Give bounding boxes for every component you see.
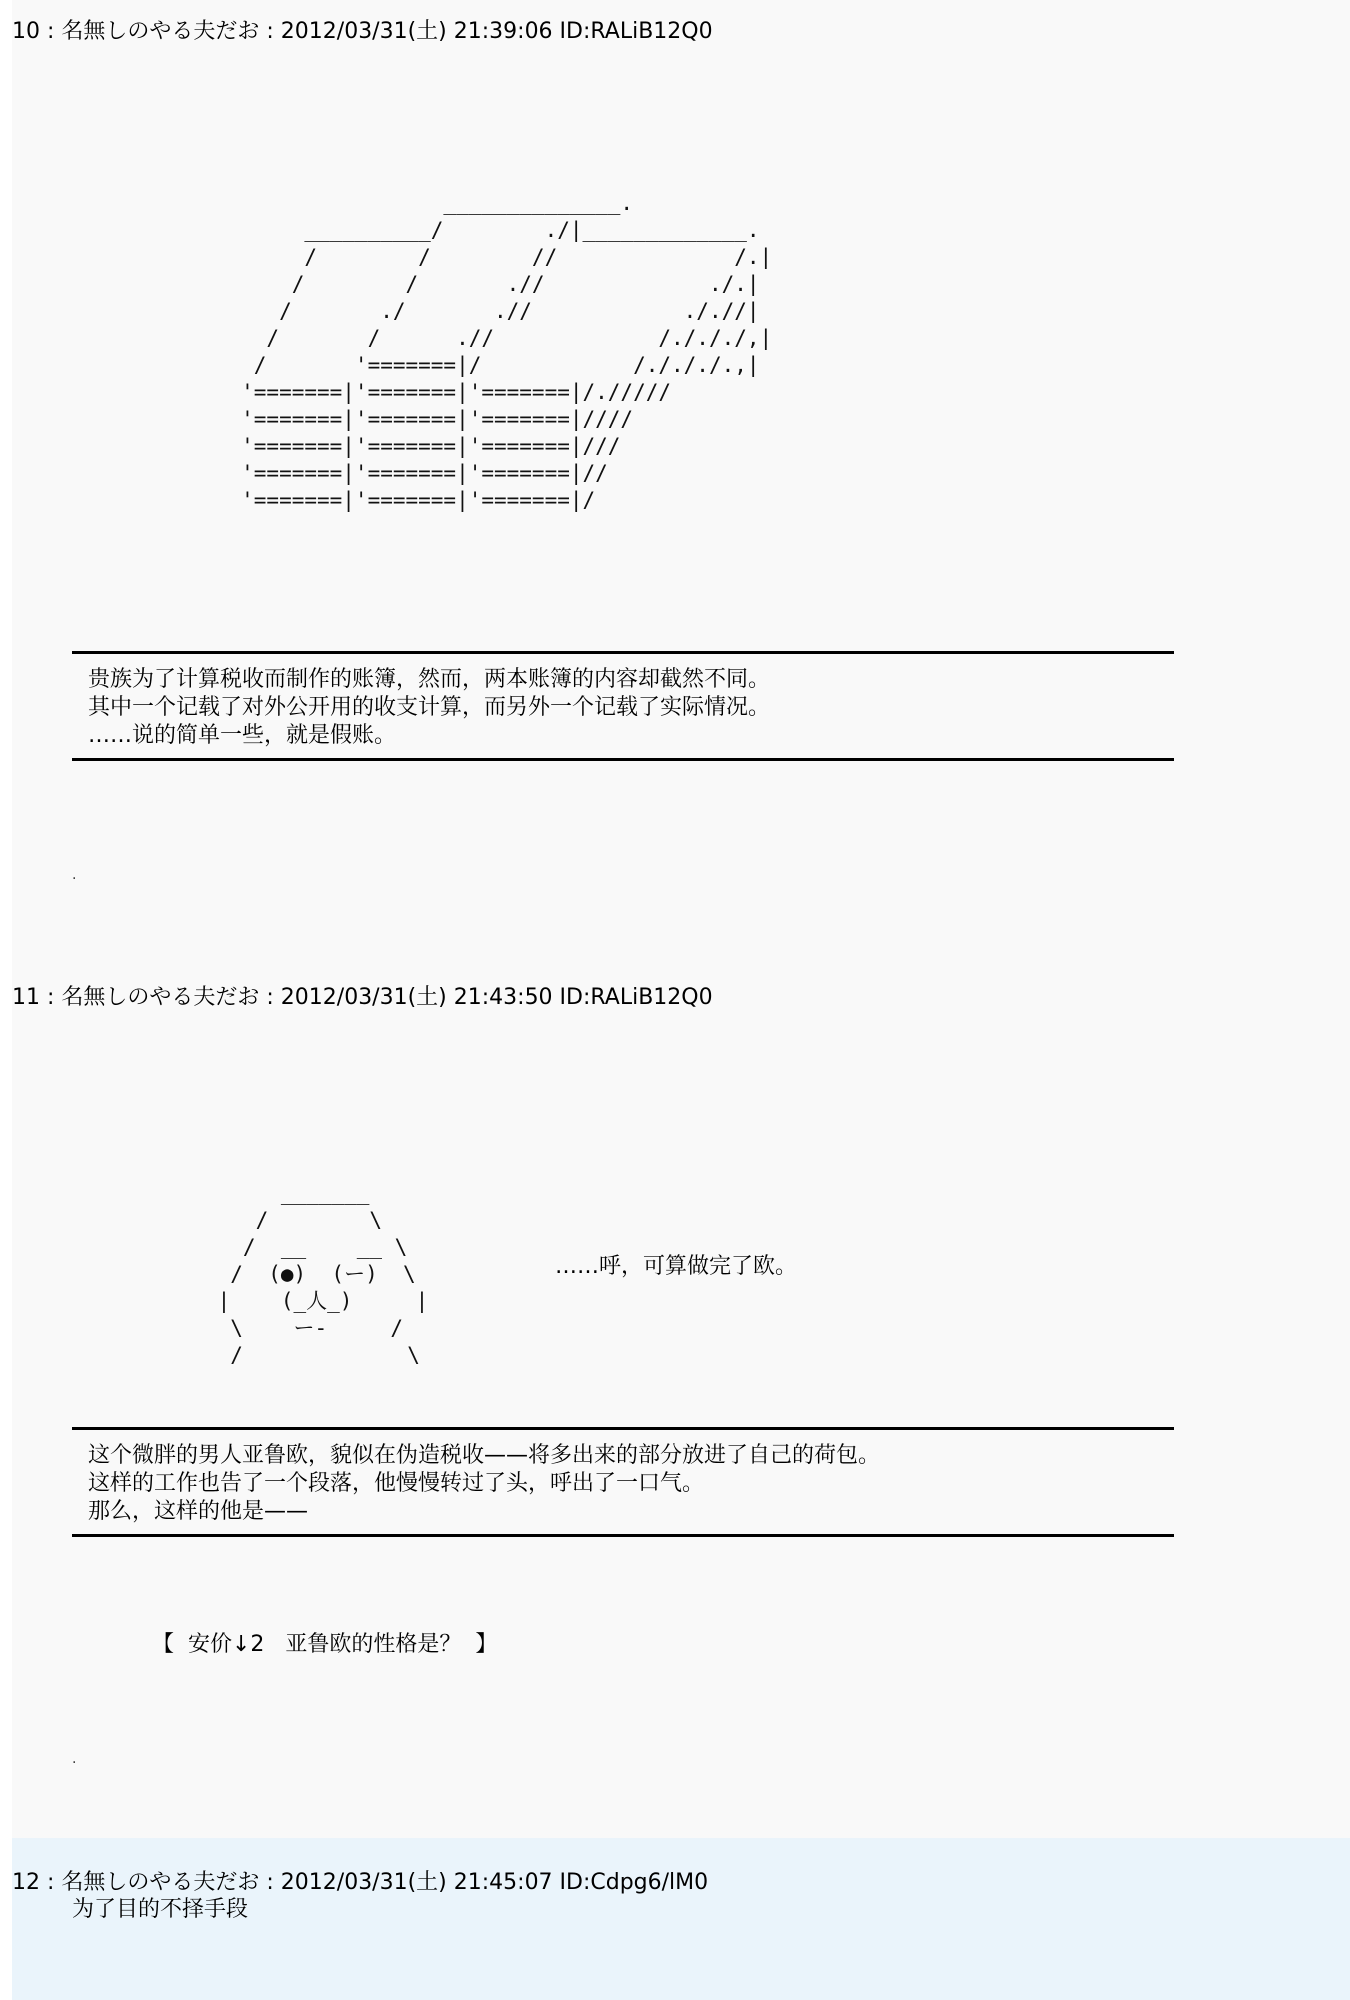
post-12-header: 12 : 名無しのやる夫だお : 2012/03/31(土) 21:45:07 ID:Cdpg6/lM0 (12, 1870, 709, 1895)
post-10-narration-line-3: ……说的简单一些，就是假账。 (88, 723, 397, 748)
post-10-ascii-art-ledgers: ______________. __________/ ./|_____________. / / // /.| / / .// ./.| / ./ .// ././/| / / .// /./././,| / '=======|/ /./././.,| '=======|'=======|'=======|/.///// '=======|'=======|'=======|//// '=======|'=======|'=======|/// '=======|'=======|'=======|// '=======|'=======|'=======|/ (241, 191, 773, 512)
post-11-ascii-art-yaruo: _______ / \ / __ __ \ / (●) (ー) \ | (_人_) | \ ー- / / \ (217, 1181, 429, 1367)
post-11-narration-bottom-rule (72, 1534, 1174, 1537)
post-11-end-mark: . (72, 1751, 77, 1767)
post-11-narration-box (88, 1442, 1168, 1526)
post-10-header: 10 : 名無しのやる夫だお : 2012/03/31(土) 21:39:06 ID:RALiB12Q0 (12, 19, 713, 44)
post-11-narration-line-3: 那么，这样的他是—— (88, 1499, 309, 1524)
post-11-header: 11 : 名無しのやる夫だお : 2012/03/31(土) 21:43:50 ID:RALiB12Q0 (12, 985, 713, 1010)
post-11-speech: ……呼，可算做完了欧。 (555, 1254, 798, 1279)
post-10-narration-line-1: 贵族为了计算税收而制作的账簿，然而，两本账簿的内容却截然不同。 (88, 667, 771, 692)
post-12-body: 为了目的不择手段 (72, 1897, 249, 1922)
post-10-end-mark: . (72, 867, 77, 883)
post-10-narration-bottom-rule (72, 758, 1174, 761)
post-10-narration-top-rule (72, 651, 1174, 654)
post-10-narration-line-2: 其中一个记载了对外公开用的收支计算，而另外一个记载了实际情况。 (88, 695, 771, 720)
post-11-narration-top-rule (72, 1427, 1174, 1430)
post-11-narration-line-2: 这样的工作也告了一个段落，他慢慢转过了头，呼出了一口气。 (88, 1471, 705, 1496)
post-11-narration-line-1: 这个微胖的男人亚鲁欧，貌似在伪造税收——将多出来的部分放进了自己的荷包。 (88, 1443, 881, 1468)
post-10-narration-box (88, 666, 1168, 750)
post-11-vote-prompt: 【 安价↓2 亚鲁欧的性格是？ 】 (152, 1632, 498, 1657)
